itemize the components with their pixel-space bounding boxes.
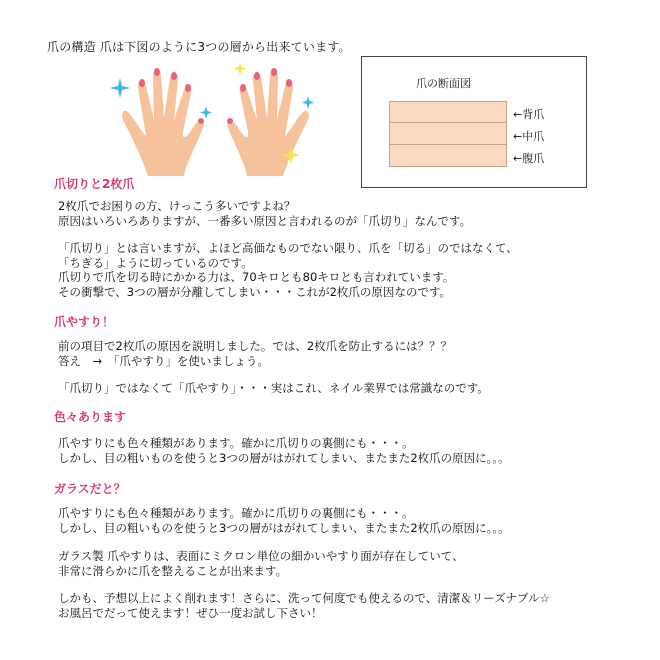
nail-layer-bottom: [389, 145, 507, 167]
diagram-title: 爪の断面図: [416, 77, 471, 90]
nail-layers: [389, 101, 507, 167]
nail-layer-top: [389, 101, 507, 123]
text-line: 「爪切り」とは言いますが、よほど高価なものでない限り、爪を「切る」のではなくて、: [58, 241, 518, 255]
text-line: 原因はいろいろありますが、一番多い原因と言われるのが「爪切り」なんです。: [58, 213, 472, 228]
text-line: 爪やすりにも色々種類があります。確かに爪切りの裏側にも・・・。: [58, 436, 414, 450]
text-line: 爪切りで爪を切る時にかかる力は、70キロとも80キロとも言われています。: [58, 270, 455, 284]
text-line: 答え → 「爪やすり」を使いましょう。: [58, 353, 269, 368]
paragraph: [58, 339, 452, 368]
text-line: 非常に滑らかに爪を整えることが出来ます。: [58, 563, 288, 578]
section-heading: 爪切りと2枚爪: [54, 177, 135, 191]
text-line: しかし、目の粗いものを使うと3つの層がはがれてしまい、またまた2枚爪の原因に。。。: [58, 450, 510, 465]
text-line: 「爪切り」ではなくて「爪やすり」・・・実はこれ、ネイル業界では常識なのです。: [58, 381, 489, 395]
section-heading: 色々あります: [54, 410, 127, 424]
text-line: 前の項目で2枚爪の原因を説明しました。では、2枚爪を防止するには？？？: [58, 339, 453, 353]
paragraph: [58, 591, 550, 620]
paragraph: [58, 199, 471, 228]
nail-layer-middle: [389, 123, 507, 145]
text-line: しかも、予想以上によく削れます！さらに、洗って何度でも使えるので、清潔＆リーズナブル☆: [58, 591, 550, 605]
text-line: 2枚爪でお困りの方、けっこう多いですよね？: [58, 199, 296, 213]
paragraph: [58, 549, 464, 578]
layer-label-top: ←背爪: [513, 108, 545, 121]
left-hand-icon: [122, 68, 204, 176]
text-line: ガラス製 爪やすりは、表面にミクロン単位の細かいやすり面が存在していて、: [58, 549, 464, 563]
paragraph: [58, 436, 510, 465]
hands-illustration: [108, 58, 323, 176]
right-hand-icon: [227, 68, 309, 176]
text-line: しかし、目の粗いものを使うと3つの層がはがれてしまい、またまた2枚爪の原因に。。。: [58, 520, 510, 535]
text-line: お風呂でだって使えます！ぜひ一度お試し下さい！: [58, 605, 323, 620]
section-heading: 爪やすり！: [54, 315, 115, 329]
section-heading: ガラスだと？: [54, 482, 126, 496]
paragraph: [58, 506, 510, 535]
text-line: その衝撃で、3つの層が分離してしまい・・・これが2枚爪の原因なのです。: [58, 284, 451, 299]
text-line: 爪やすりにも色々種類があります。確かに爪切りの裏側にも・・・。: [58, 506, 414, 520]
paragraph: [58, 381, 489, 396]
paragraph: [58, 241, 518, 299]
intro-text: 爪の構造 爪は下図のように3つの層から出来ています。: [47, 40, 351, 54]
text-line: 「ちぎる」ように切っているのです。: [58, 255, 253, 270]
layer-label-bottom: ←腹爪: [513, 152, 545, 165]
nail-cross-section-diagram: [361, 56, 587, 188]
layer-label-middle: ←中爪: [513, 130, 545, 143]
